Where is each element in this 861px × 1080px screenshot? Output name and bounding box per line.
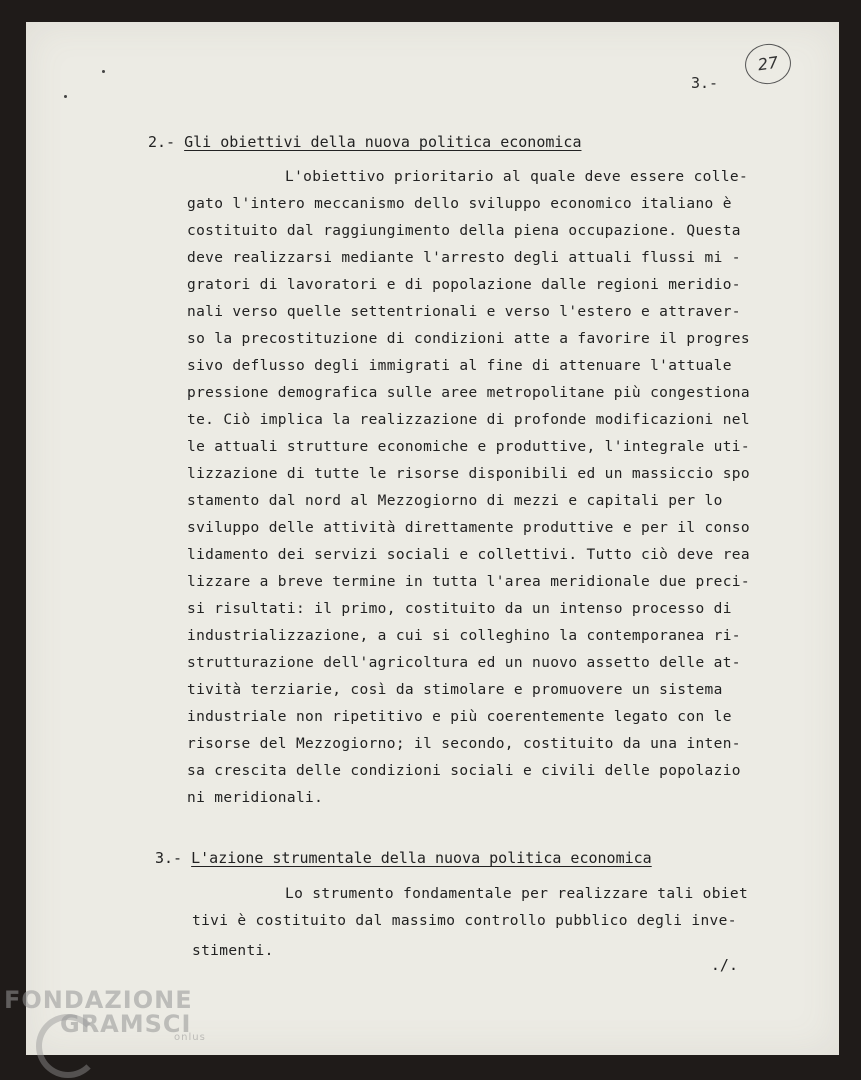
page-number: 3.- — [691, 74, 719, 92]
watermark — [4, 986, 206, 1043]
section-2-line: strutturazione dell'agricoltura ed un nuovo assetto delle at- — [187, 655, 741, 671]
section-3-line: tivi è costituito dal massimo controllo pubblico degli inve- — [192, 913, 737, 929]
watermark-line-2: GRAMSCI — [60, 1010, 192, 1038]
section-2-number: 2.- — [148, 133, 176, 151]
section-2-line: gato l'intero meccanismo dello sviluppo economico italiano è — [187, 196, 732, 212]
section-2-line: L'obiettivo prioritario al quale deve essere colle- — [285, 169, 749, 185]
archive-number-stamp: 27 — [742, 41, 793, 87]
section-2-line: stamento dal nord al Mezzogiorno di mezzi e capitali per lo — [187, 493, 723, 509]
section-3-number: 3.- — [155, 849, 183, 867]
section-2-line: lidamento dei servizi sociali e collettivi. Tutto ciò deve rea — [187, 547, 750, 563]
section-3-title: L'azione strumentale della nuova politica economica — [191, 849, 652, 867]
watermark-line-1: FONDAZIONE — [4, 986, 193, 1014]
section-2-line: lizzazione di tutte le risorse disponibili ed un massiccio spo — [187, 466, 750, 482]
section-2-heading — [148, 133, 581, 151]
section-2-line: sivo deflusso degli immigrati al fine di attenuare l'attuale — [187, 358, 732, 374]
continuation-mark: ./. — [710, 956, 738, 974]
section-2-line: pressione demografica sulle aree metropolitane più congestiona — [187, 385, 750, 401]
section-2-line: so la precostituzione di condizioni atte a favorire il progres — [187, 331, 750, 347]
section-3-heading — [155, 849, 652, 867]
section-2-line: te. Ciò implica la realizzazione di profonde modificazioni nel — [187, 412, 750, 428]
section-2-line: ni meridionali. — [187, 790, 324, 806]
section-2-line: sviluppo delle attività direttamente produttive e per il conso — [187, 520, 750, 536]
section-2-line: deve realizzarsi mediante l'arresto degli attuali flussi mi - — [187, 250, 741, 266]
section-3-line: Lo strumento fondamentale per realizzare tali obiet — [285, 886, 749, 902]
section-2-line: industriale non ripetitivo e più coerentemente legato con le — [187, 709, 732, 725]
section-3-line: stimenti. — [192, 943, 274, 959]
section-2-title: Gli obiettivi della nuova politica economica — [184, 133, 582, 151]
section-2-line: costituito dal raggiungimento della piena occupazione. Questa — [187, 223, 741, 239]
paper-speck — [64, 95, 67, 98]
section-2-line: industrializzazione, a cui si colleghino la contemporanea ri- — [187, 628, 741, 644]
section-2-line: nali verso quelle settentrionali e verso l'estero e attraver- — [187, 304, 741, 320]
section-2-line: si risultati: il primo, costituito da un intenso processo di — [187, 601, 732, 617]
section-2-line: le attuali strutture economiche e produttive, l'integrale uti- — [187, 439, 750, 455]
section-2-line: lizzare a breve termine in tutta l'area meridionale due preci- — [187, 574, 750, 590]
section-2-line: risorse del Mezzogiorno; il secondo, costituito da una inten- — [187, 736, 741, 752]
paper-speck — [102, 70, 105, 73]
section-2-line: tività terziarie, così da stimolare e promuovere un sistema — [187, 682, 723, 698]
watermark-line-3: onlus — [174, 1032, 206, 1043]
section-2-line: sa crescita delle condizioni sociali e civili delle popolazio — [187, 763, 741, 779]
section-2-line: gratori di lavoratori e di popolazione dalle regioni meridio- — [187, 277, 741, 293]
